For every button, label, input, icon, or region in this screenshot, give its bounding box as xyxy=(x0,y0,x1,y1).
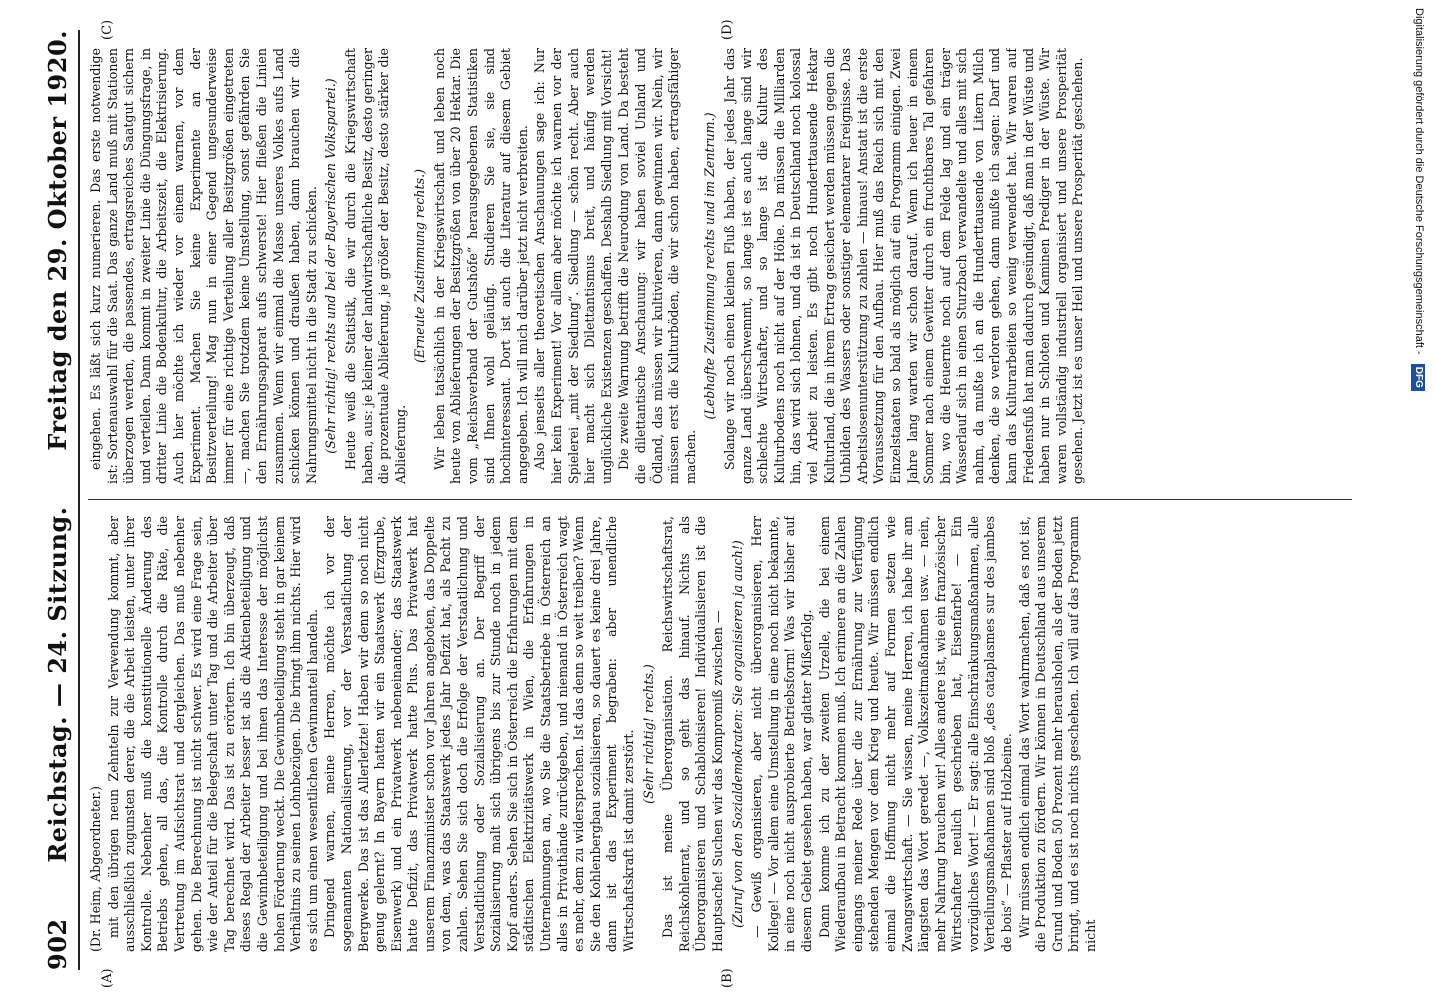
paragraph: Solange wir noch einen kleinen Fluß haben, der jedes Jahr das ganze Land überschwemmt, so lange ist es auch lange sind wir schlechte Wirtschafter, und so lange ist die Kultur des Kulturbodens noch nicht auf der Höhe. Da müssen die Milliarden hin, das wird sich lohnen, und da ist in Deutschland noch kolossal viel Arbeit zu leisten. Es gibt noch Hunderttausende Hektar Kulturland, die in ihrem Ertrag gesichert werden müssen gegen die Unbilden des Wassers oder sonstiger elementarer Ereignisse. Das Arbeitslosenunterstützung zu zahlen — hinaus! Anstatt ist die erste Voraussetzung für den Aufbau. Hier muß das Reich sich mit den Einzelstaaten so bald als möglich auf ein Programm einigen. Zwei Jahre lang warten wir schon darauf. Wenn ich heuer in einem Sommer nach einem Gewitter durch ein fruchtbares Tal gefahren bin, wo die Heuernte noch auf dem Felde lag und ein träger Wasserlauf sich in einen Sturzbach verwandelte und alles mit sich nahm, da mußte ich an die Hunderttausende von Litern Milch denken, die so verloren gehen, dann mußte ich sagen: Darf und kann das Kulturarbeiten so wenig verwendet hat. Wir waren auf Friedensfuß hat man dadurch gesündigt, daß man in der Wüste und haben nur in Schloten und Kaminen Prediger in der Wüste. Wir waren vollständig industriell organisiert und unsere Prosperität gesehen. Jetzt ist es unser Heil und unsere Prosperität geschehen. xyxy=(721,48,1086,484)
page-number: 902 xyxy=(43,918,72,970)
margin-marker-c: (C) xyxy=(100,19,115,40)
dfg-logo: DFG xyxy=(1411,364,1425,391)
paragraph: mit den übrigen neun Zehnteln zur Verwendung kommt, aber ausschließlich zugunsten derer, die die Arbeit leisten, unter ihrer Kontrolle. Nebenher muß die konstitutionelle Änderung des Betriebs gehen, all das, die Kontrolle durch die Räte, die Vertretung im Aufsichtsrat und dergleichen. Das muß nebenher gehen. Die Berechnung ist nicht schwer. Es wird eine Frage sein, wie der Anteil für die Belegschaft unter Tag und die Arbeiter über Tag berechnet wird. Das ist zu erörtern. Ich bin überzeugt, daß dieses Regal der Arbeiter besser ist als die Aktienbeteiligung und die Gewinnbeteiligung und bei ihnen das Interesse der möglichst hohen Förderung weckt. Die Gewinnbeteiligung steht in gar keinem Verhältnis zu seinen Lohnbezügen. Die bringt ihm nichts. Hier wird es sich um einen wesentlichen Gewinnanteil handeln. xyxy=(105,516,320,952)
paragraph: Dann komme ich zu der zweiten Urzelle, die bei einem Wiederaufbau in Betracht kommen muß. Ich erinnere an die Zahlen eingangs meiner Rede über die zur Ernährung zur Verfügung stehenden Mengen vor dem Krieg und heute. Wir müssen endlich einmal die Hoffnung nicht mehr auf Formen setzen wie Zwangswirtschaft. — Sie wissen, meine Herren, ich habe ihr am längsten das Wort geredet —, Volkszeitmaßnahmen usw. — nein, mehr Nahrung brauchen wir! Alles andere ist, wie ein französischer Wirtschafter neulich geschrieben hat, Eisenfarbe! — Ein vorzügliches Wort! — Er sagt: alle Einschränkungsmaßnahmen, alle Verteilungsmaßnahmen sind bloß „des cataplasmes sur des jambes de bois“ — Pflaster auf Holzbeine. xyxy=(816,516,1015,952)
paragraph: Wir leben tatsächlich in der Kriegswirtschaft und leben noch heute von Ablieferungen der Besitzgrößen von über 20 Hektar. Die vom „Reichsverband der Gutshöfe“ herausgegebenen Statistiken sind Ihnen wohl geläufig. Studieren Sie sie, sie sind hochinteressant. Dort ist auch die Literatur auf diesem Gebiet angegeben. Ich will mich darüber jetzt nicht verbreiten. xyxy=(431,48,530,484)
page-header xyxy=(34,30,72,970)
column-divider xyxy=(88,499,1352,500)
stage-direction: (Erneute Zustimmung rechts.) xyxy=(412,169,428,363)
stage-direction: (Lebhafte Zustimmung rechts und im Zentrum.) xyxy=(702,112,718,420)
credit-text: Digitalisierung gefördert durch die Deutsche Forschungsgemeinschaft - xyxy=(1413,8,1425,355)
paragraph: eingehen. Es läßt sich kurz numerieren. Das erste notwendige ist: Sortenauswahl für die Saat. Das ganze Land muß mit Stationen überzogen werden, die passendes, ertragsreiches Saatgut sichern und verteilen. Dann kommt in zweiter Linie die Düngungsfrage, in dritter Linie die Bodenkultur, die Arbeitszeit, die Elektrisierung. Auch hier möchte ich wieder vor einem warnen, vor dem Experiment. Machen Sie keine Experimente an der Besitzverteilung! Mag nun in einer Gegend ungesunderweise immer für eine richtige Verteilung aller Besitzgrößen eingetreten —, machen Sie trotzdem keine Umstellung, sonst gefährden Sie den Ernährungsapparat aufs schwerste! Hier fließen die Linien zusammen. Wenn wir einmal die Masse unseres Volkes aufs Land schicken können und draußen haben, dann brauchen wir die Nahrungsmittel nicht in die Stadt zu schicken. xyxy=(88,48,319,484)
stage-direction: (Sehr richtig! rechts.) xyxy=(640,664,656,804)
paragraph: Also jenseits aller theoretischen Anschauungen sage ich: Nur hier kein Experiment! Vor allem aber möchte ich warnen vor der Spielerei „mit der Siedlung“. Siedlung — schön recht. Aber auch hier macht sich Dilettantismus breit, und häufig werden unglückliche Existenzen geschaffen. Deshalb Siedlung mit Vorsicht! xyxy=(532,48,614,484)
right-text-column xyxy=(88,48,1352,484)
header-rule xyxy=(78,30,80,970)
stage-direction: (Zuruf von den Sozialdemokraten: Sie organisieren ja auch!) xyxy=(729,540,745,928)
paragraph: Wir müssen endlich einmal das Wort wahrmachen, daß es not ist, die Produktion zu fördern. Wir können in Deutschland aus unserem Grund und Boden 50 Prozent mehr herausholen, als der Boden jetzt bringt, und es ist noch nichts geschehen. Ich will auf das Programm nicht xyxy=(1016,516,1099,952)
paragraph: Das ist meine Überorganisation. Reichswirtschaftsrat, Reichskohlenrat, und so geht das hinauf. Nichts als Überorganisieren und Schablonisieren! Individualisieren ist die Hauptsache! Suchen wir das Kompromiß zwischen — xyxy=(660,516,725,952)
paragraph: Dringend warnen, meine Herren, möchte ich vor der sogenannten Nationalisierung, vor der Verstaatlichung der Bergwerke. Das ist das Allerletzte! Haben wir denn so noch nicht genug gelernt? In Bayern hatten wir ein Staatswerk (Erzgrube, Eisenwerk) und ein Privatwerk nebeneinander; das Staatswerk hatte Defizit, das Privatwerk hatte Plus. Das Privatwerk hat unserem Finanzminister schon vor Jahren angeboten, das Doppelte von dem, was das Staatswerk jedes Jahr Defizit hat, als Pacht zu zahlen. Sehen Sie sich doch die Erfolge der Verstaatlichung und Verstadtlichung oder Sozialisierung an. Der Begriff der Sozialisierung malt sich übrigens bis zur Stunde noch in jedem Kopf anders. Sehen Sie sich in Österreich die Erfahrungen mit dem städtischen Elektrizitätswerk in Wien, die Erfahrungen in Unternehmungen an, wo Sie die Staatsbetriebe in Österreich an alles in Privathände zurückgeben, und niemand in Österreich wagt es mehr, dem zu widersprechen. Ist das denn so weit treiben? Wenn Sie den Kohlenbergbau sozialisieren, so dauert es keine drei Jahre, dann ist das Experiment begraben: aber unendliche Wirtschaftskraft ist damit zerstört. xyxy=(322,516,636,952)
paragraph: Die zweite Warnung betrifft die Neurodung von Land. Da besteht die dilettantische Anschauung: wir haben soviel Unland und Ödland, das müssen wir kultivieren, dann gewinnen wir. Nein, wir müssen erst die Kulturböden, die wir schon haben, ertragsfähiger machen. xyxy=(616,48,698,484)
session-date: Freitag den 29. Oktober 1920. xyxy=(43,30,72,451)
margin-marker-b: (B) xyxy=(720,968,735,988)
session-title: Reichstag. — 24. Sitzung. xyxy=(43,506,72,863)
margin-marker-d: (D) xyxy=(720,19,735,40)
stage-direction: (Sehr richtig! rechts und bei der Bayerischen Volkspartei.) xyxy=(323,78,339,454)
digitization-credit xyxy=(1406,8,1432,993)
left-text-column xyxy=(88,516,1352,952)
margin-marker-a: (A) xyxy=(100,968,115,988)
paragraph: Heute weiß die Statistik, die wir durch die Kriegswirtschaft haben, aus: je kleiner der landwirtschaftliche Besitz, desto geringer die prozentuale Ablieferung, je größer der Besitz, desto stärker die Ablieferung. xyxy=(342,48,408,484)
speaker-line: (Dr. Heim, Abgeordneter.) xyxy=(88,785,103,952)
paragraph: — Gewiß organisieren, aber nicht überorganisieren, Herr Kollege! — Vor allem eine Umstellung in eine noch nicht bekannte, in eine noch nicht ausprobierte Betriebsform! Was wir bisher auf diesem Gebiet gesehen haben, war glatter Mißerfolg. xyxy=(749,516,814,952)
